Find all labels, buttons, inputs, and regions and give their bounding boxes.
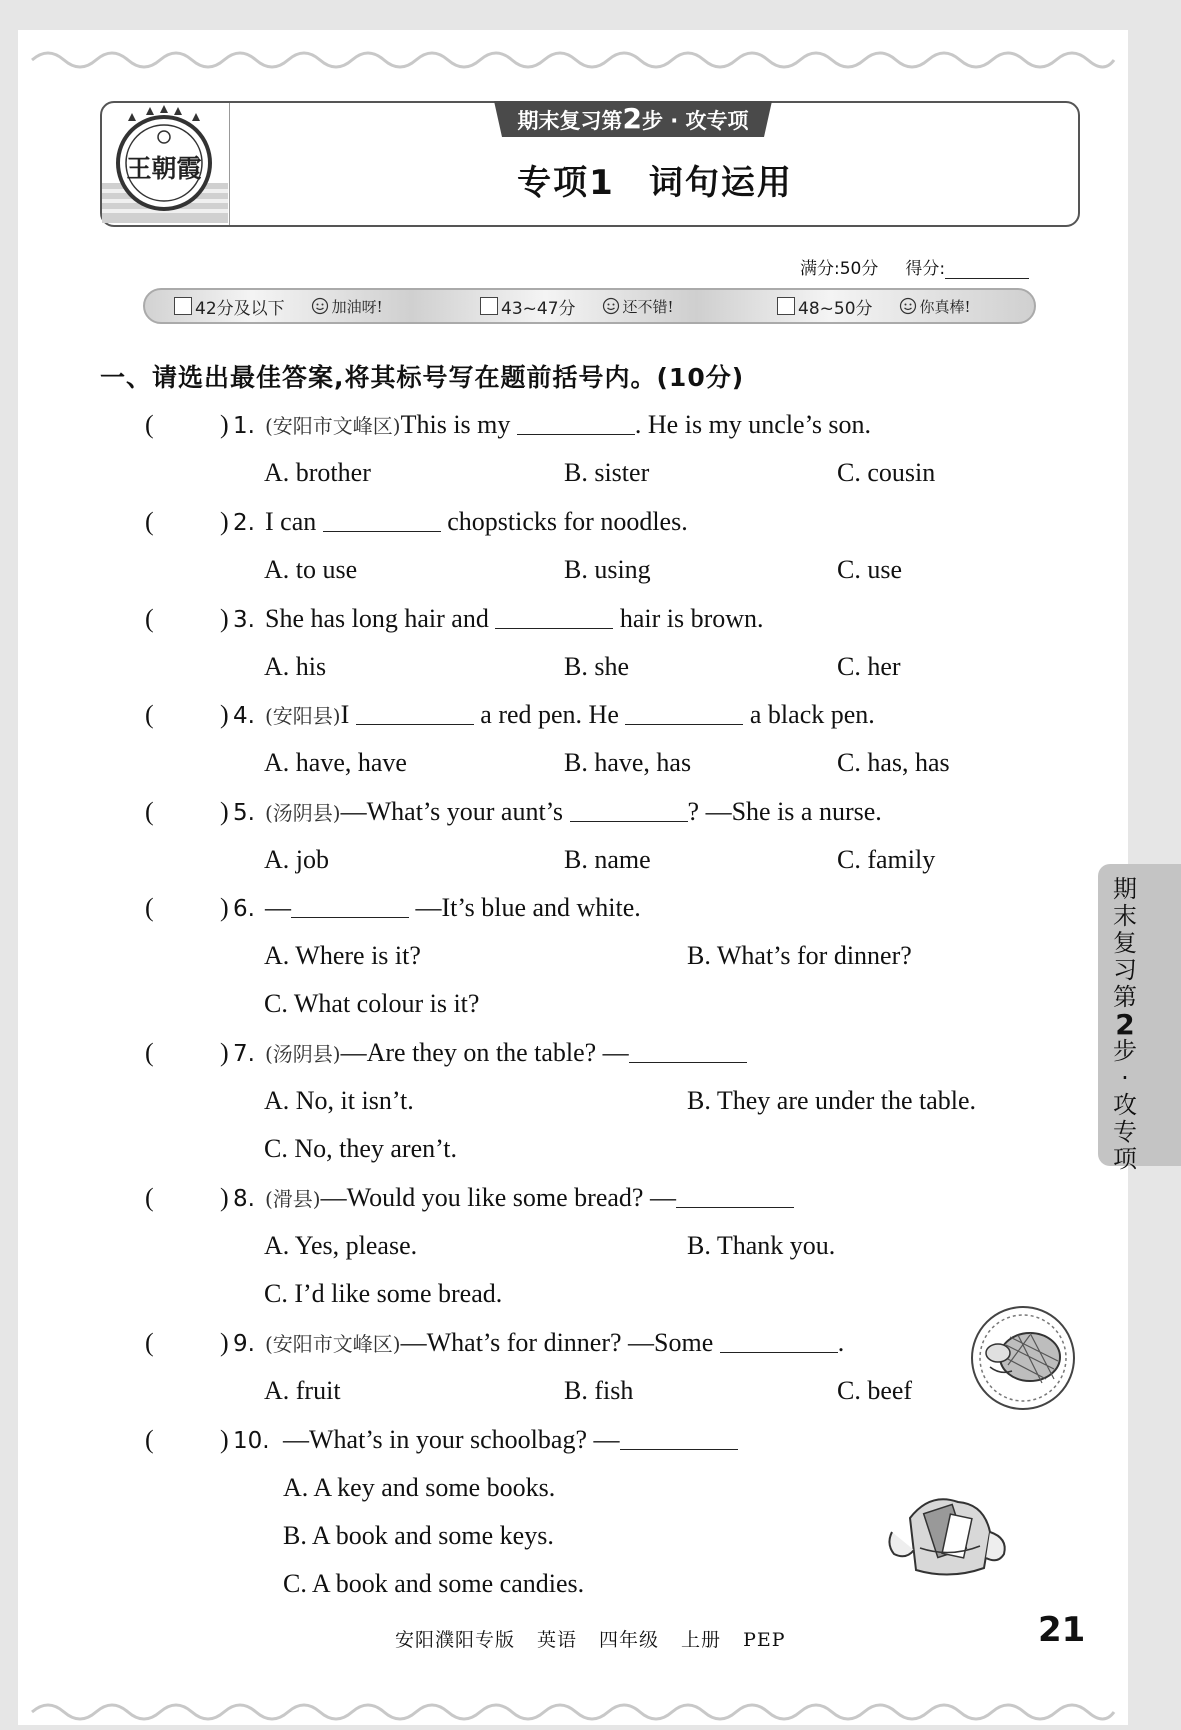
page-sheet [18,30,1128,1725]
svg-text:王朝霞: 王朝霞 [126,154,202,183]
question-number: 6. [233,896,255,922]
question-number: 8. [233,1186,255,1212]
rating-checkbox[interactable] [777,297,795,315]
question-source: (安阳市文峰区) [265,1332,401,1356]
option-a[interactable]: A. have, have [264,748,407,777]
side-tab-char: 专 [1113,1118,1137,1146]
question-1 [145,410,1045,450]
answer-paren-close: ) [220,1183,229,1212]
answer-paren-close: ) [220,1038,229,1067]
answer-paren-close: ) [220,507,229,536]
rating-cheer: 还不错! [622,297,674,316]
question-text [265,410,871,440]
answer-slot[interactable] [159,606,217,636]
footer-grade: 四年级 [599,1629,660,1651]
question-mid: —It’s blue and white. [409,893,641,922]
question-mid2: a black pen. [743,700,875,729]
question-source: (汤阴县) [265,801,341,825]
option-c[interactable]: C. her [837,652,901,681]
question-4 [145,700,1045,740]
rating-option-1 [174,294,383,318]
option-a[interactable]: A. to use [264,555,358,584]
option-b[interactable]: B. A book and some keys. [283,1521,554,1550]
answer-blank[interactable] [625,701,743,725]
side-tab-char: 习 [1113,956,1137,984]
rating-checkbox[interactable] [174,297,192,315]
option-a[interactable]: A. No, it isn’t. [264,1086,414,1115]
question-number: 3. [233,607,255,633]
wavy-frame-border [18,30,1128,1725]
score-blank[interactable] [945,263,1029,279]
answer-blank[interactable] [291,894,409,918]
logo-area [102,103,230,225]
question-pre: —Would you like some bread? — [320,1183,676,1212]
question-number: 9. [233,1331,255,1357]
side-tab-char: 期 [1113,875,1137,903]
question-8 [145,1183,1045,1223]
schoolbag-icon [880,1488,1012,1580]
answer-blank[interactable] [676,1184,794,1208]
question-text [283,1425,738,1455]
option-b[interactable]: B. sister [564,458,650,487]
answer-paren-close: ) [220,797,229,826]
option-c[interactable]: C. beef [837,1376,913,1405]
answer-slot[interactable] [159,1040,217,1070]
option-a[interactable]: A. fruit [264,1376,341,1405]
footer-edition: 安阳濮阳专版 [395,1629,516,1651]
stage-tab-suffix: 步 · 攻专项 [641,109,749,133]
question-text [265,507,688,537]
side-tab-label [1108,876,1142,1173]
side-tab-char: 项 [1113,1145,1137,1173]
question-pre: — [265,893,291,922]
rating-option-2 [480,294,674,318]
question-number: 4. [233,703,255,729]
steak-plate-icon [970,1305,1076,1411]
answer-blank[interactable] [629,1039,747,1063]
rating-range: 48~50分 [798,298,873,319]
answer-slot[interactable] [159,509,217,539]
answer-slot[interactable] [159,895,217,925]
answer-paren-open: ( [145,1038,154,1067]
side-tab-char: · [1121,1064,1129,1092]
option-b[interactable]: B. Thank you. [687,1231,836,1260]
option-c[interactable]: C. has, has [837,748,950,777]
answer-paren-open: ( [145,1183,154,1212]
question-7 [145,1038,1045,1078]
question-5 [145,797,1045,837]
smiley-face-icon [311,297,329,315]
question-mid: a red pen. He [473,700,626,729]
answer-paren-close: ) [220,893,229,922]
question-pre: She has long hair and [265,604,496,633]
option-a[interactable]: A. job [264,845,329,874]
stage-tab-prefix: 期末复习第 [517,109,623,133]
question-text [265,604,764,634]
stage-tab-step: 2 [622,102,642,135]
question-6 [145,893,1045,933]
answer-paren-open: ( [145,1328,154,1357]
rating-cheer: 你真棒! [919,297,971,316]
question-pre: I can [265,507,323,536]
question-source: (滑县) [265,1187,321,1211]
option-a[interactable]: A. A key and some books. [283,1473,556,1502]
question-text [265,700,875,730]
question-source: (汤阴县) [265,1042,341,1066]
answer-blank[interactable] [570,798,688,822]
answer-slot[interactable] [159,702,217,732]
footer-subject: 英语 [537,1629,578,1651]
question-3 [145,604,1045,644]
option-a[interactable]: A. Yes, please. [264,1231,418,1260]
option-c[interactable]: C. family [837,845,936,874]
option-b[interactable]: B. fish [564,1376,634,1405]
answer-paren-close: ) [220,410,229,439]
rating-range: 42分及以下 [195,298,285,319]
option-b[interactable]: B. What’s for dinner? [687,941,912,970]
answer-paren-close: ) [220,604,229,633]
question-text [265,1328,844,1358]
answer-slot[interactable] [159,1427,217,1457]
answer-paren-close: ) [220,700,229,729]
question-pre: —What’s in your schoolbag? — [283,1425,620,1454]
option-b[interactable]: B. have, has [564,748,692,777]
question-source: (安阳市文峰区) [265,414,401,438]
question-text [265,1183,794,1213]
option-c[interactable]: C. A book and some candies. [283,1569,585,1598]
answer-blank[interactable] [356,701,474,725]
answer-paren-open: ( [145,1425,154,1454]
question-number: 1. [233,413,255,439]
question-10 [145,1425,1045,1465]
question-pre: I [340,700,356,729]
option-c[interactable]: C. use [837,555,902,584]
option-b[interactable]: B. They are under the table. [687,1086,977,1115]
page-title [230,155,1080,204]
question-mid: ? —She is a nurse. [687,797,882,826]
question-number: 10. [233,1428,270,1454]
side-tab-char: 步 [1113,1037,1137,1065]
rating-checkbox[interactable] [480,297,498,315]
option-c[interactable]: C. I’d like some bread. [264,1279,503,1308]
question-mid: . He is my uncle’s son. [634,410,872,439]
answer-blank[interactable] [620,1426,738,1450]
question-source: (安阳县) [265,704,341,728]
side-tab-char: 第 [1113,983,1137,1011]
answer-slot[interactable] [159,1330,217,1360]
question-pre: —Are they on the table? — [340,1038,629,1067]
answer-slot[interactable] [159,412,217,442]
question-pre: —What’s your aunt’s [340,797,570,826]
question-text [265,797,882,827]
option-a[interactable]: A. Where is it? [264,941,421,970]
answer-paren-close: ) [220,1328,229,1357]
answer-paren-open: ( [145,507,154,536]
question-number: 5. [233,800,255,826]
option-c[interactable]: C. cousin [837,458,936,487]
full-score-label: 满分:50分 [800,259,879,279]
side-tab-char: 末 [1113,902,1137,930]
option-b[interactable]: B. name [564,845,651,874]
answer-slot[interactable] [159,1185,217,1215]
obtained-score-label: 得分: [905,259,946,279]
option-a[interactable]: A. brother [264,458,371,487]
side-tab-step: 2 [1115,1008,1135,1041]
question-mid: chopsticks for noodles. [440,507,688,536]
smiley-face-icon [899,297,917,315]
footer-publisher: PEP [743,1629,786,1651]
page-footer [395,1625,808,1652]
answer-paren-open: ( [145,410,154,439]
stage-tab-label [488,102,778,136]
option-a[interactable]: A. his [264,652,327,681]
emblem-logo-icon [102,103,230,225]
option-b[interactable]: B. she [564,652,629,681]
side-tab-char: 复 [1113,929,1137,957]
answer-blank[interactable] [323,508,441,532]
part-title: 一、请选出最佳答案,将其标号写在题前括号内。(10分) [100,363,745,392]
answer-paren-open: ( [145,893,154,922]
answer-paren-open: ( [145,797,154,826]
question-text [265,893,641,923]
answer-paren-open: ( [145,700,154,729]
question-text [265,1038,747,1068]
option-c[interactable]: C. What colour is it? [264,989,480,1018]
footer-volume: 上册 [681,1629,722,1651]
answer-blank[interactable] [495,605,613,629]
question-pre: —What’s for dinner? —Some [400,1328,720,1357]
answer-blank[interactable] [720,1329,838,1353]
question-2 [145,507,1045,547]
question-mid: hair is brown. [613,604,764,633]
section-number: 专项1 [517,163,615,203]
answer-blank[interactable] [517,411,635,435]
option-c[interactable]: C. No, they aren’t. [264,1134,458,1163]
smiley-face-icon [602,297,620,315]
page-number: 21 [1038,1610,1086,1650]
question-number: 7. [233,1041,255,1067]
side-tab-char: 攻 [1113,1091,1137,1119]
answer-paren-close: ) [220,1425,229,1454]
section-name: 词句运用 [648,163,793,203]
answer-slot[interactable] [159,799,217,829]
question-number: 2. [233,510,255,536]
rating-option-3 [777,294,971,318]
rating-cheer: 加油呀! [331,297,383,316]
score-line [800,254,1029,279]
question-mid: . [837,1328,845,1357]
option-b[interactable]: B. using [564,555,651,584]
answer-paren-open: ( [145,604,154,633]
question-pre: This is my [400,410,517,439]
question-9 [145,1328,1045,1368]
rating-range: 43~47分 [501,298,576,319]
